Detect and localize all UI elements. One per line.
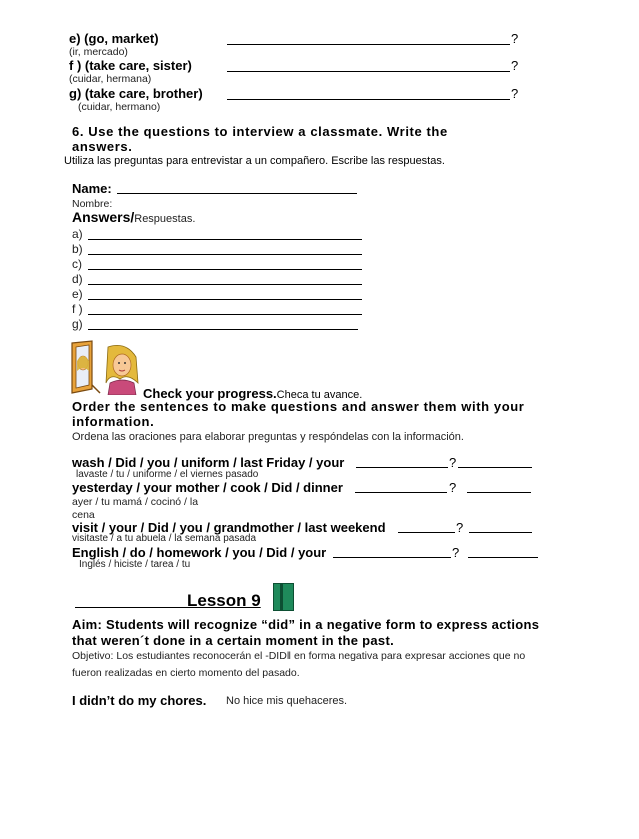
aim-line-cont: that weren´t done in a certain moment in the past. <box>72 633 394 648</box>
review-hint: (ir, mercado) <box>69 46 128 58</box>
objective-line: Objetivo: Los estudiantes reconocerán el -DID‖ en forma negativa para expresar acciones que no <box>72 650 526 662</box>
question-mark: ? <box>452 545 460 560</box>
answer-line[interactable] <box>88 239 362 240</box>
question-mark: ? <box>511 58 519 73</box>
review-hint: (cuidar, hermana) <box>69 73 152 85</box>
answers-heading <box>72 209 195 227</box>
progress-instructions-hint: Ordena las oraciones para elaborar preguntas y respóndelas con la información. <box>72 431 464 443</box>
review-question: g) (take care, brother) <box>69 86 203 101</box>
answer-line[interactable] <box>88 269 362 270</box>
example-translation: No hice mis quehaceres. <box>226 695 348 707</box>
scrambled-hint: lavaste / tu / uniforme / el viernes pasado <box>76 469 259 480</box>
aim-line: Aim: Students will recognize “did” in a negative form to express actions <box>72 617 540 632</box>
marker-stripe <box>280 584 283 610</box>
name-field[interactable] <box>117 193 357 194</box>
section6-subtitle: Utiliza las preguntas para entrevistar a un compañero. Escribe las respuestas. <box>64 155 445 167</box>
question-mark: ? <box>456 520 464 535</box>
review-question: f ) (take care, sister) <box>69 58 192 73</box>
answer-letter: a) <box>72 227 83 241</box>
answer-letter: g) <box>72 317 83 331</box>
progress-title-hint: Checa tu avance. <box>276 389 363 401</box>
progress-title: Check your progress. <box>143 386 277 401</box>
answers-label: Answers/ <box>72 209 135 225</box>
answer-line[interactable] <box>227 99 510 100</box>
question-answer-line[interactable] <box>355 492 447 493</box>
objective-line-cont: fueron realizadas en cierto momento del pasado. <box>72 667 300 679</box>
example-sentence: I didn’t do my chores. <box>72 693 207 708</box>
answer-line[interactable] <box>88 254 362 255</box>
scrambled-question: wash / Did / you / uniform / last Friday / your <box>72 455 345 470</box>
answer-line[interactable] <box>88 314 362 315</box>
progress-instructions: Order the sentences to make questions and answer them with your <box>72 399 525 414</box>
review-hint: (cuidar, hermano) <box>78 101 161 113</box>
answer-letter: e) <box>72 287 83 301</box>
name-label: Name: <box>72 181 112 196</box>
answer-letter: d) <box>72 272 83 286</box>
lesson-title: Lesson 9 <box>187 591 261 610</box>
girl-mirror-illustration <box>70 339 142 395</box>
scrambled-hint: Inglés / hiciste / tarea / tu <box>79 559 191 570</box>
answer-letter: c) <box>72 257 82 271</box>
question-answer-line[interactable] <box>398 532 455 533</box>
response-line[interactable] <box>469 532 532 533</box>
lesson-rule <box>75 607 187 608</box>
scrambled-question: English / do / homework / you / Did / your <box>72 545 327 560</box>
response-line[interactable] <box>467 492 531 493</box>
name-hint: Nombre: <box>72 198 113 210</box>
scrambled-hint-cont: cena <box>72 509 95 521</box>
review-question: e) (go, market) <box>69 31 159 46</box>
answer-line[interactable] <box>88 284 362 285</box>
question-mark: ? <box>511 86 519 101</box>
scrambled-hint: visitaste / a tu abuela / la semana pasada <box>72 533 257 544</box>
progress-instructions-cont: information. <box>72 414 155 429</box>
response-line[interactable] <box>458 467 532 468</box>
answer-letter: b) <box>72 242 83 256</box>
question-answer-line[interactable] <box>356 467 448 468</box>
scrambled-question: visit / your / Did / you / grandmother / last weekend <box>72 520 386 535</box>
scrambled-question: yesterday / your mother / cook / Did / dinner <box>72 480 343 495</box>
question-mark: ? <box>511 31 519 46</box>
section6-title: 6. Use the questions to interview a classmate. Write the <box>72 124 448 139</box>
scrambled-hint: ayer / tu mamá / cocinó / la <box>72 496 199 508</box>
answer-line[interactable] <box>88 299 362 300</box>
question-mark: ? <box>449 480 457 495</box>
question-answer-line[interactable] <box>333 557 451 558</box>
answer-letter: f ) <box>72 302 83 316</box>
question-mark: ? <box>449 455 457 470</box>
answer-line[interactable] <box>88 329 358 330</box>
response-line[interactable] <box>468 557 538 558</box>
answer-line[interactable] <box>227 71 510 72</box>
section6-title-cont: answers. <box>72 139 133 154</box>
green-marker <box>273 583 294 611</box>
answers-hint: Respuestas. <box>134 213 196 225</box>
answer-line[interactable] <box>227 44 510 45</box>
